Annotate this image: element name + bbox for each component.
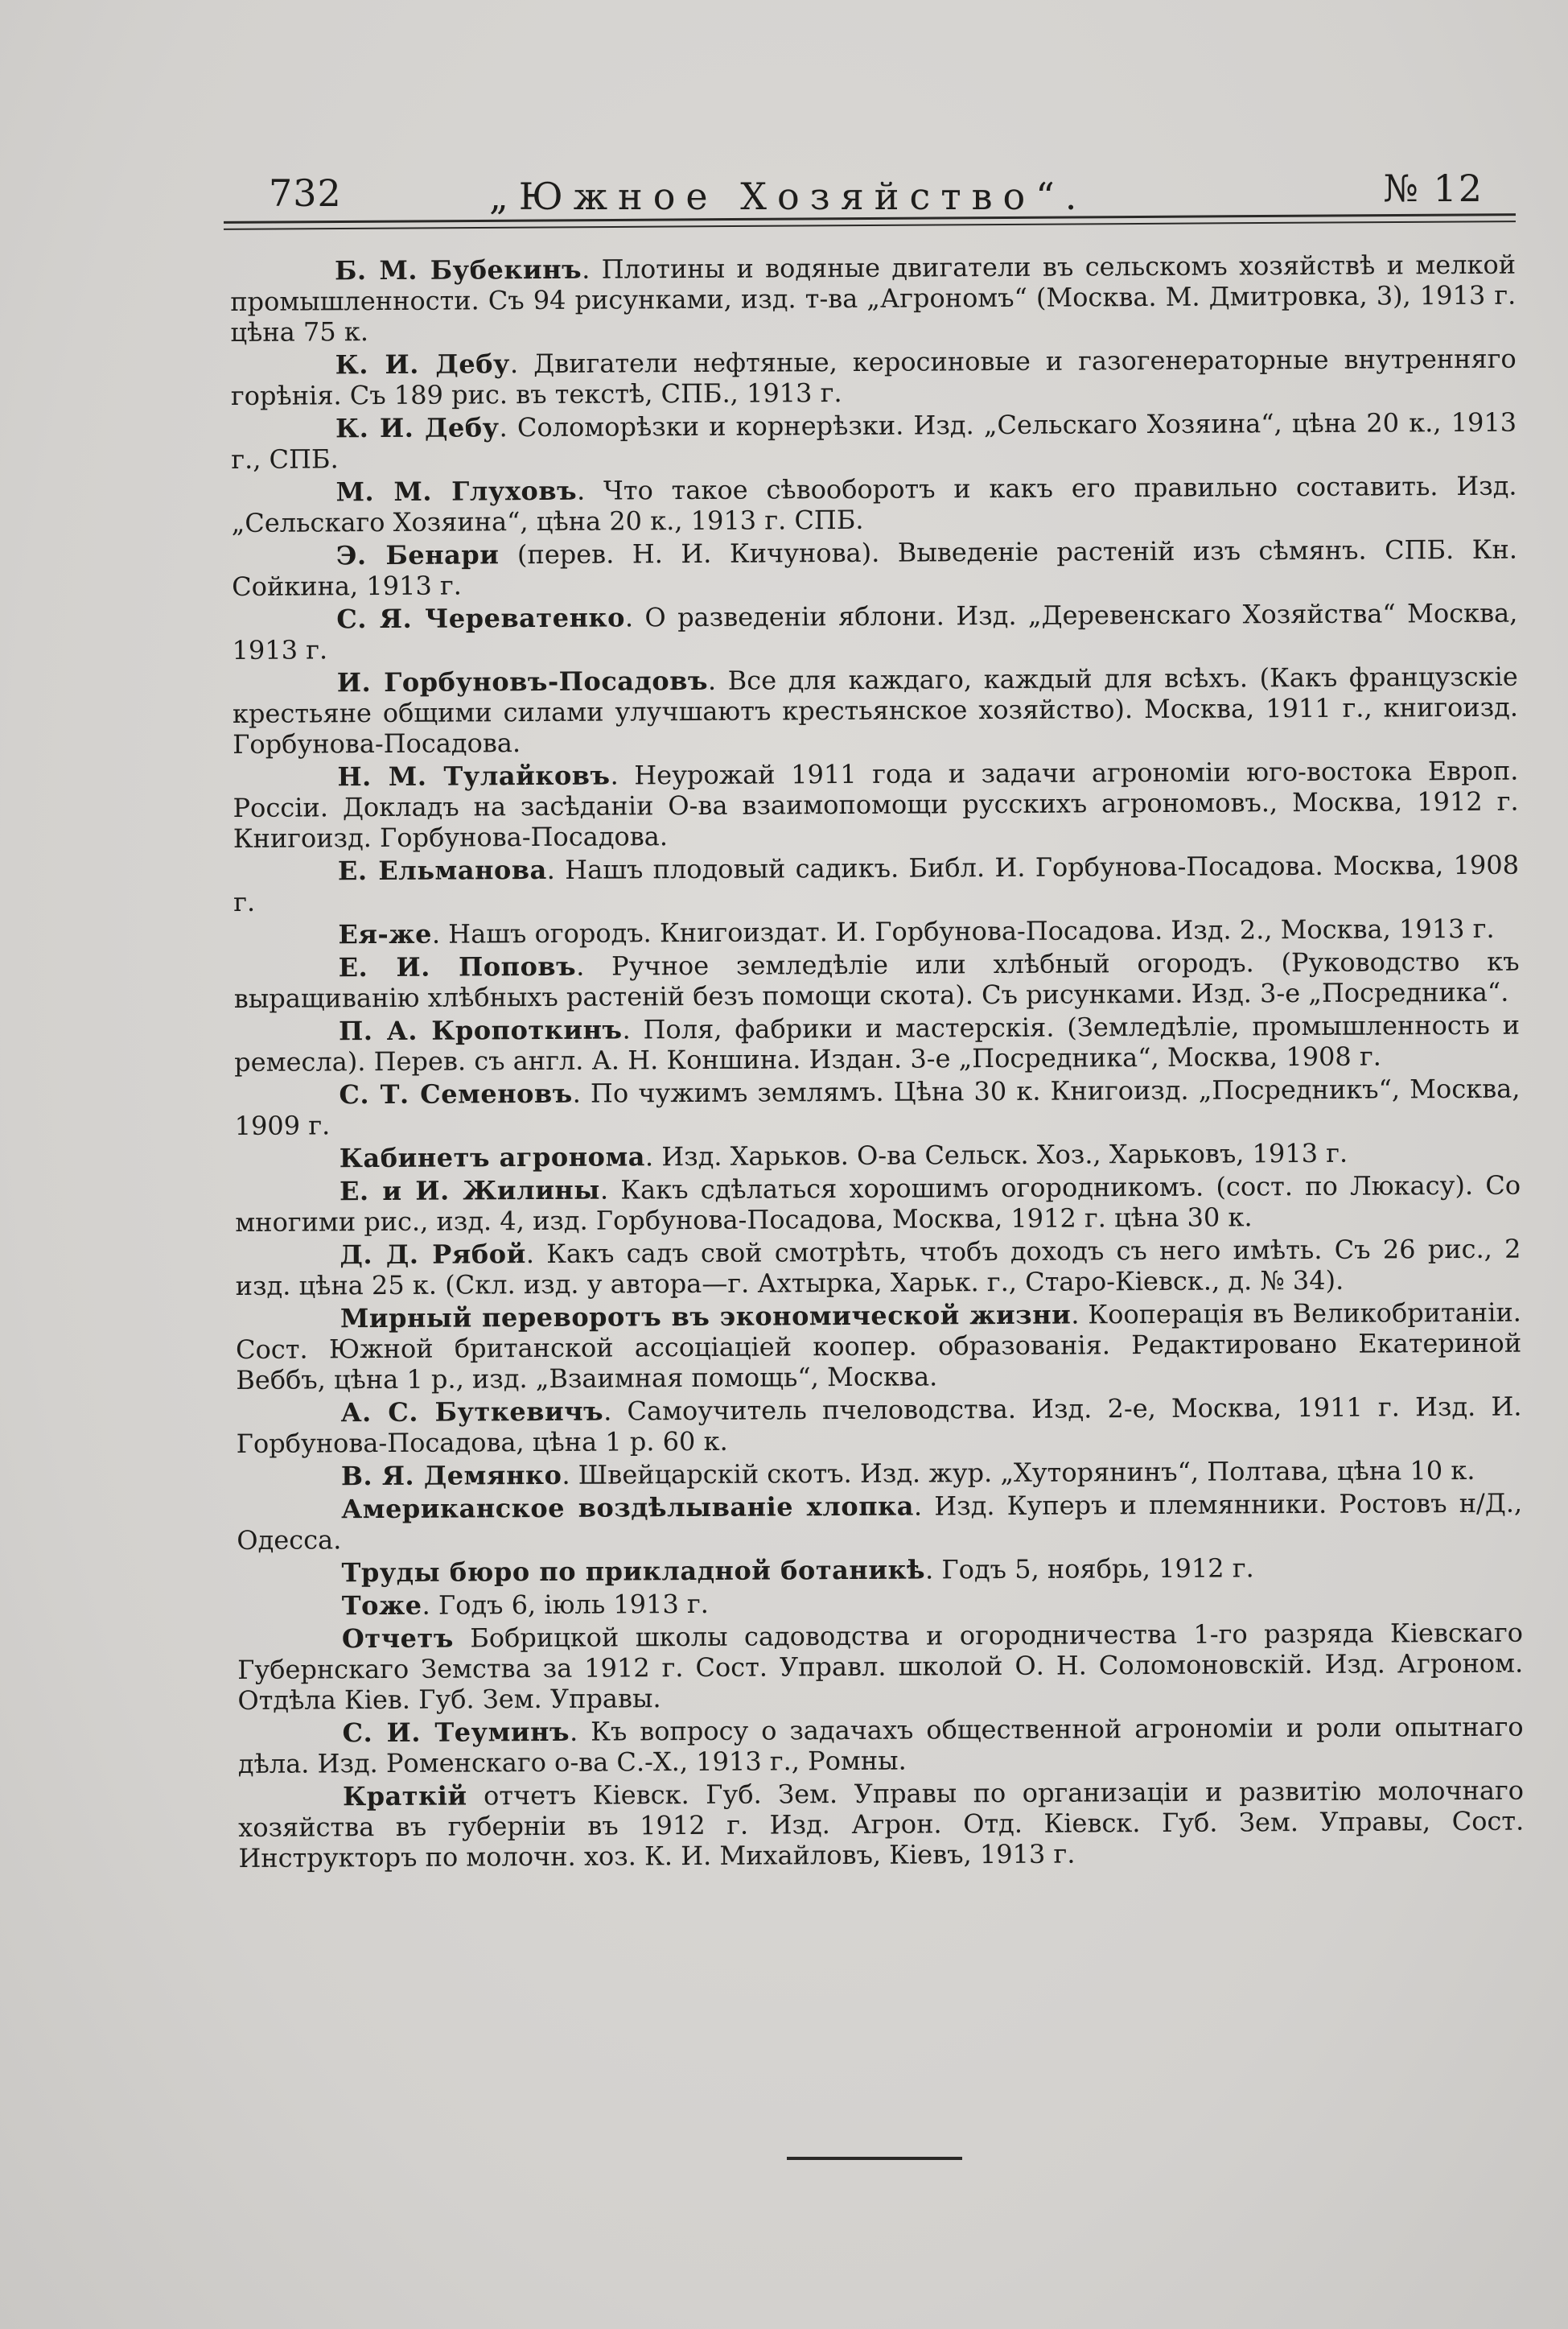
entry-author: Н. М. Тулайковъ (337, 760, 611, 793)
entry-author: Кабинетъ агронома (339, 1141, 646, 1174)
entry-text: . Годъ 6, іюль 1913 г. (422, 1588, 710, 1621)
entry-author: А. С. Буткевичъ (340, 1395, 604, 1428)
entry-text: . Поля, фабрики и мастерскія. (Земледѣліе, промышленность и ремесла). Перев. съ англ. А. Н. Коншина. Издан. 3-е „Посредника“, Москва, 1908 г. (234, 1009, 1521, 1078)
bibliography-entry (236, 1297, 1522, 1395)
journal-title: „Южное Хозяйство“. (489, 175, 1088, 218)
bibliography-entry (236, 1391, 1521, 1459)
entry-text: . Какъ садъ свой смотрѣть, чтобъ доходъ съ него имѣть. Съ 26 рис., 2 изд. цѣна 25 к. (Скл. изд. у автора—г. Ахтырка, Харьк. г., Старо-Кіевск., д. № 34). (235, 1233, 1521, 1301)
entry-author: Б. М. Бубекинъ (334, 254, 582, 286)
entry-author: Ея-же (338, 918, 432, 950)
bibliography-entry (230, 249, 1517, 348)
bibliography-entry (231, 407, 1517, 475)
entry-author: К. И. Дебу (335, 348, 511, 381)
bibliography-entry (235, 1170, 1521, 1238)
entry-author: Д. Д. Рябой (340, 1239, 526, 1271)
bibliography-entry (237, 1618, 1524, 1716)
bibliography-entry (233, 850, 1519, 917)
entry-text: . Нашъ плодовый садикъ. Библ. И. Горбунова-Посадова. Москва, 1908 г. (233, 849, 1520, 917)
bibliography-entry (235, 1137, 1521, 1174)
entry-author: С. И. Теуминъ (342, 1716, 570, 1749)
bibliography-entry (234, 1010, 1520, 1078)
page-number: 732 (269, 171, 342, 215)
bibliography-entry (233, 913, 1519, 950)
bibliography-entry (238, 1712, 1524, 1779)
entry-text: . Ручное земледѣліе или хлѣбный огородъ. (Руководство къ выращиванію хлѣбныхъ растеній безъ помощи скота). Съ рисунками. Изд. 3-е „Посредника“. (233, 946, 1520, 1014)
entry-text: . Изд. Куперъ и племянники. Ростовъ н/Д., Одесса. (237, 1487, 1523, 1556)
entry-text: . Швейцарскій скотъ. Изд. жур. „Хуторянинъ“, Полтава, цѣна 10 к. (562, 1454, 1475, 1490)
entry-text: . Двигатели нефтяные, керосиновые и газогенераторные внутренняго горѣнія. Съ 189 рис. въ текстѣ, СПБ., 1913 г. (230, 343, 1517, 411)
bibliography-entry (237, 1488, 1522, 1556)
entry-author: П. А. Кропоткинъ (338, 1014, 623, 1047)
entry-text: Бобрицкой школы садоводства и огородничества 1-го разряда Кіевскаго Губернскаго Земства за 1912 г. Сост. Управл. школой О. Н. Соломоновскій. Изд. Агроном. Отдѣла Кіев. Губ. Зем. Управы. (237, 1617, 1524, 1716)
bibliography-entry (234, 1074, 1520, 1141)
bibliography-entry (231, 471, 1517, 538)
entry-text: . Что такое сѣвооборотъ и какъ его правильно составить. Изд. „Сельскаго Хозяина“, цѣна 20 к., 1913 г. СПБ. (231, 470, 1517, 538)
entry-text: . Годъ 5, ноябрь, 1912 г. (925, 1552, 1254, 1585)
bibliography-list (230, 249, 1525, 1876)
bibliography-entry (238, 1775, 1525, 1874)
bibliography-entry (234, 946, 1520, 1014)
entry-text: . О разведеніи яблони. Изд. „Деревенскаго Хозяйства“ Москва, 1913 г. (232, 597, 1518, 666)
end-rule (787, 2157, 962, 2160)
entry-text: . Нашъ огородъ. Книгоиздат. И. Горбунова-Посадова. Изд. 2., Москва, 1913 г. (431, 913, 1495, 950)
entry-text: . Плотины и водяные двигатели въ сельскомъ хозяйствѣ и мелкой промышленности. Съ 94 рисунками, изд. т-ва „Агрономъ“ (Москва. М. Дмитровка, 3), 1913 г. цѣна 75 к. (230, 249, 1517, 348)
bibliography-entry (232, 598, 1517, 666)
entry-text: . Какъ сдѣлаться хорошимъ огородникомъ. (сост. по Люкасу). Со многими рис., изд. 4, изд. Горбунова-Посадова, Москва, 1912 г. цѣна 30 к. (235, 1169, 1521, 1238)
entry-text: отчетъ Кіевск. Губ. Зем. Управы по организаціи и развитію молочнаго хозяйства въ губерніи въ 1912 г. Изд. Агрон. Отд. Кіевск. Губ. Зем. Управы, Сост. Инструкторъ по молочн. хоз. К. И. Михайловъ, Кіевъ, 1913 г. (238, 1775, 1525, 1874)
bibliography-entry (237, 1552, 1522, 1589)
entry-author: Отчетъ (341, 1622, 454, 1655)
entry-text: . Къ вопросу о задачахъ общественной агрономіи и роли опытнаго дѣла. Изд. Роменскаго о-ва С.-Х., 1913 г., Ромны. (237, 1711, 1524, 1779)
entry-author: Краткій (342, 1780, 467, 1812)
entry-author: С. Т. Семеновъ (339, 1078, 573, 1111)
entry-author: Американское воздѣлываніе хлопка (341, 1490, 915, 1525)
entry-author: Е. Ельманова (337, 854, 547, 887)
entry-author: К. И. Дебу (335, 412, 500, 444)
entry-author: Е. И. Поповъ (338, 950, 577, 983)
bibliography-entry (233, 662, 1519, 760)
issue-number: № 12 (1383, 167, 1484, 210)
entry-author: М. М. Глуховъ (335, 475, 578, 508)
entry-text: (перев. Н. И. Кичунова). Выведеніе растеній изъ сѣмянъ. СПБ. Кн. Сойкина, 1913 г. (232, 534, 1518, 602)
entry-text: . По чужимъ землямъ. Цѣна 30 к. Книгоизд. „Посредникъ“, Москва, 1909 г. (234, 1073, 1521, 1141)
entry-author: Мирный переворотъ въ экономической жизни (340, 1299, 1072, 1334)
bibliography-entry (237, 1455, 1522, 1492)
entry-text: . Самоучитель пчеловодства. Изд. 2-е, Москва, 1911 г. Изд. И. Горбунова-Посадова, цѣна 1 р. 60 к. (236, 1391, 1522, 1459)
entry-author: Э. Бенари (335, 539, 500, 571)
page-header (224, 157, 1516, 221)
entry-author: В. Я. Демянко (340, 1459, 562, 1492)
entry-author: Тоже (341, 1589, 422, 1622)
entry-author: Труды бюро по прикладной ботаникѣ (341, 1554, 926, 1589)
bibliography-entry (235, 1234, 1521, 1301)
bibliography-entry (233, 756, 1519, 854)
entry-text: . Кооперація въ Великобританіи. Сост. Южной британской ассоціаціей коопер. образованія. Редактировано Екатериной Веббъ, цѣна 1 р., изд. „Взаимная помощь“, Москва. (236, 1296, 1522, 1395)
entry-text: . Изд. Харьков. О-ва Сельск. Хоз., Харьковъ, 1913 г. (644, 1137, 1348, 1173)
bibliography-entry (232, 534, 1517, 602)
entry-text: . Соломорѣзки и корнерѣзки. Изд. „Сельскаго Хозяина“, цѣна 20 к., 1913 г., СПБ. (231, 406, 1517, 475)
entry-author: И. Горбуновъ-Посадовъ (336, 665, 709, 699)
bibliography-entry (231, 344, 1517, 411)
entry-text: . Все для каждаго, каждый для всѣхъ. (Какъ французскіе крестьяне общими силами улучшаютъ крестьянское хозяйство). Москва, 1911 г., книгоизд. Горбунова-Посадова. (232, 661, 1519, 760)
entry-author: Е. и И. Жилины (339, 1174, 600, 1207)
bibliography-entry (237, 1585, 1523, 1622)
entry-author: С. Я. Череватенко (336, 602, 626, 635)
entry-text: . Неурожай 1911 года и задачи агрономіи юго-востока Европ. Россіи. Докладъ на засѣданіи О-ва взаимопомощи русскихъ агрономовъ., Москва, 1912 г. Книгоизд. Горбунова-Посадова. (233, 755, 1519, 854)
